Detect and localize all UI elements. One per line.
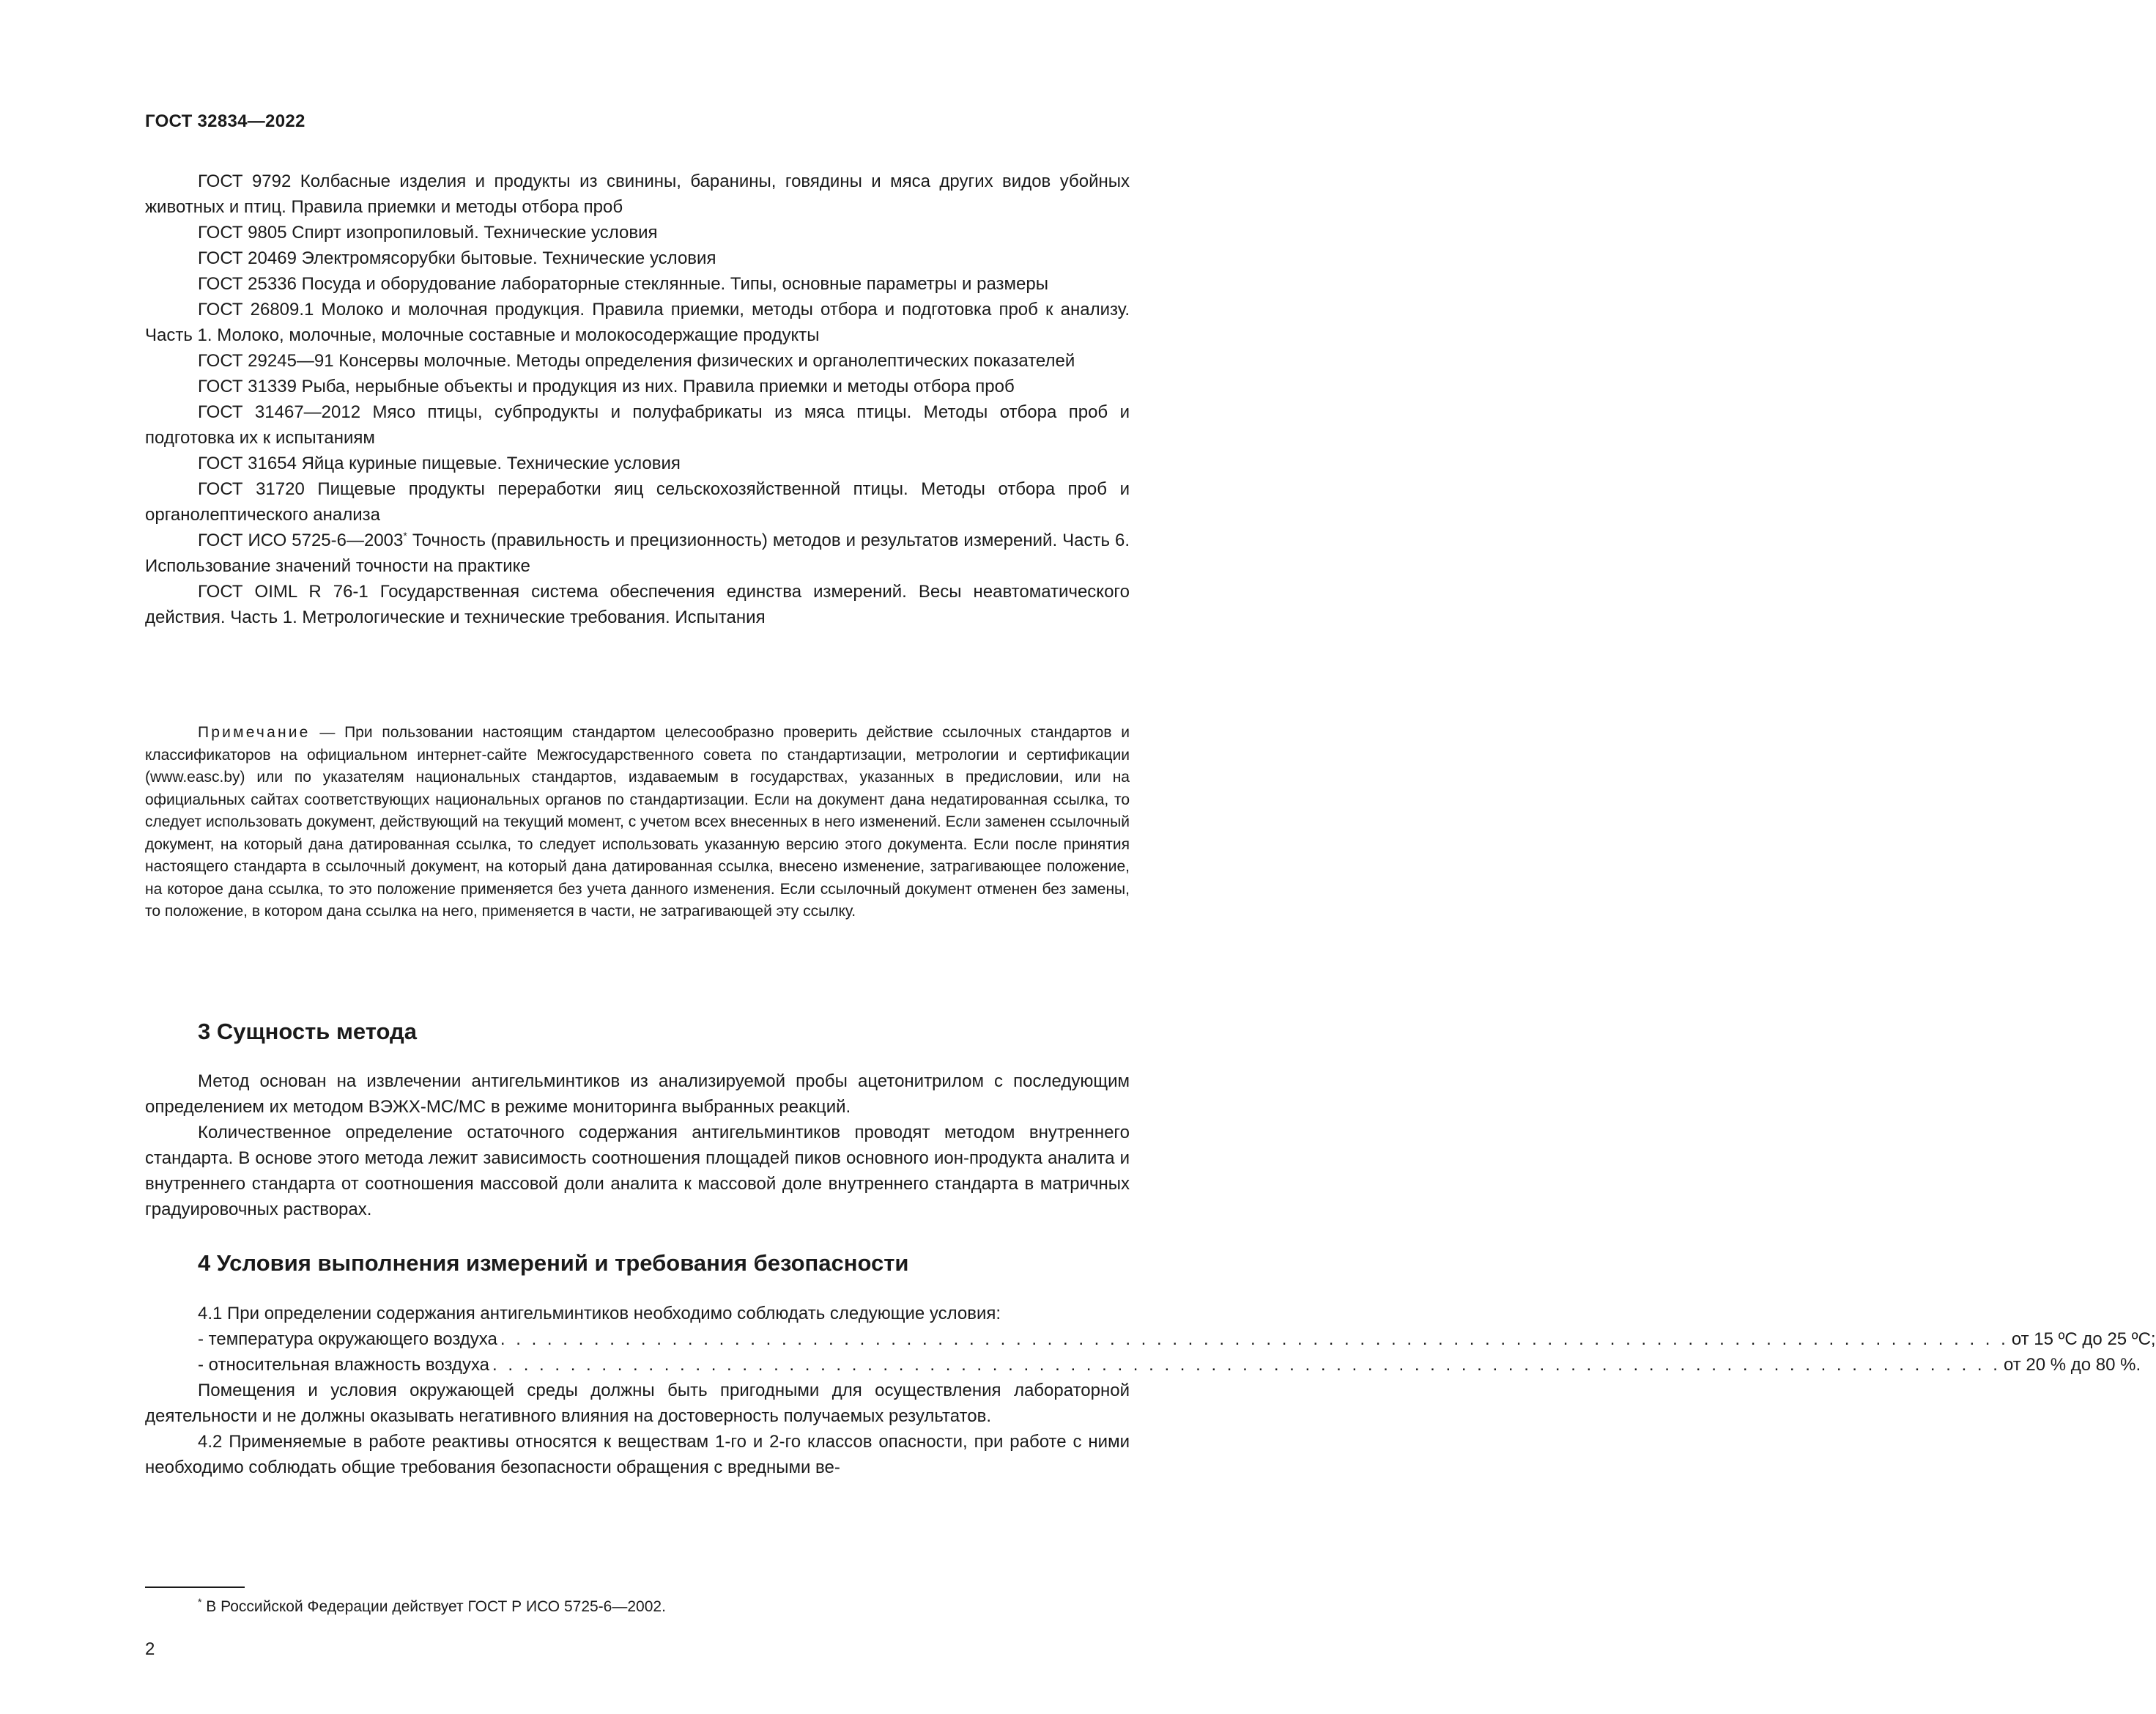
reference-item: ГОСТ 9792 Колбасные изделия и продукты из свинины, баранины, говядины и мяса других видов убойных животных и птиц. Правила приемки и методы отбора проб [145, 171, 1130, 217]
section-3-body [145, 1068, 1130, 1222]
reference-item: ГОСТ OIML R 76-1 Государственная система обеспечения единства измерений. Весы неавтоматического действия. Часть 1. Метрологические и технические требования. Испытания [145, 582, 1130, 627]
reference-item: ГОСТ 31654 Яйца куриные пищевые. Технические условия [198, 454, 681, 473]
reference-item: ГОСТ 31339 Рыба, нерыбные объекты и продукция из них. Правила приемки и методы отбора проб [198, 377, 1015, 396]
paragraph: Метод основан на извлечении антигельминтиков из анализируемой пробы ацетонитрилом с последующим определением их методом ВЭЖХ-МС/МС в режиме мониторинга выбранных реакций. [145, 1071, 1130, 1117]
footnote-divider [145, 1586, 245, 1588]
note-label: Примечание [198, 724, 311, 741]
section-3-heading: 3 Сущность метода [198, 1019, 417, 1044]
reference-iso-code: ГОСТ ИСО 5725-6—2003 [198, 531, 404, 550]
reference-item: ГОСТ 9805 Спирт изопропиловый. Технические условия [198, 223, 658, 243]
paragraph: Помещения и условия окружающей среды должны быть пригодными для осуществления лабораторной деятельности и не должны оказывать негативного влияния на достоверность получаемых результатов. [145, 1381, 1130, 1426]
reference-item: ГОСТ 31467—2012 Мясо птицы, субпродукты и полуфабрикаты из мяса птицы. Методы отбора проб и подготовка их к испытаниям [145, 402, 1130, 448]
reference-item: ГОСТ 31720 Пищевые продукты переработки яиц сельскохозяйственной птицы. Методы отбора проб и органолептического анализа [145, 479, 1130, 525]
dot-leader: . . . . . . . . . . . . . . . . . . . . . . . . . . . . . . . . . . . . . . . . . . . . . . . . . . . . . . . . . . . . . . . . . . . . . . . . . . . . . . . . . . . . . . . . . . . . . . . . . [500, 1329, 2009, 1349]
note-text: — При пользовании настоящим стандартом целесообразно проверить действие ссылочных стандартов и классификаторов на официальном интернет-сайте Межгосударственного совета по стандартизации, метрологии и сертификации (www.easc.by) или по указателям национальных стандартов, издаваемым в государствах, указанных в предисловии, или на официальных сайтах соответствующих национальных органов по стандартизации. Если на документ дана недатированная ссылка, то следует использовать документ, действующий на текущий момент, с учетом всех внесенных в него изменений. Если заменен ссылочный документ, на который дана датированная ссылка, то следует использовать указанную версию этого документа. Если после принятия настоящего стандарта в ссылочный документ, на который дана датированная ссылка, внесено изменение, затрагивающее положение, на которое дана ссылка, то это положение применяется без учета данного изменения. Если ссылочный документ отменен без замены, то положение, в котором дана ссылка на него, применяется в части, не затрагивающей эту ссылку. [145, 724, 1130, 920]
paragraph: Количественное определение остаточного содержания антигельминтиков проводят методом внутреннего стандарта. В основе этого метода лежит зависимость соотношения площадей пиков основного ион-продукта аналита и внутреннего стандарта от соотношения массовой доли аналита к массовой доле внутреннего стандарта в матричных градуировочных растворах. [145, 1123, 1130, 1219]
paragraph: 4.2 Применяемые в работе реактивы относятся к веществам 1-го и 2-го классов опасности, при работе с ними необходимо соблюдать общие требования безопасности обращения с вредными ве- [145, 1432, 1130, 1477]
reference-item-iso [145, 528, 1130, 579]
condition-label: - относительная влажность воздуха [198, 1355, 490, 1375]
condition-value: от 15 ºС до 25 ºС; [2011, 1329, 2156, 1349]
reference-item: ГОСТ 20469 Электромясорубки бытовые. Технические условия [198, 248, 716, 268]
reference-item: ГОСТ 29245—91 Консервы молочные. Методы определения физических и органолептических показателей [198, 351, 1075, 371]
condition-label: - температура окружающего воздуха [198, 1329, 497, 1349]
paragraph: 4.1 При определении содержания антигельминтиков необходимо соблюдать следующие условия: [198, 1304, 1001, 1323]
reference-item: ГОСТ 26809.1 Молоко и молочная продукция. Правила приемки, методы отбора и подготовка проб к анализу. Часть 1. Молоко, молочные, молочные составные и молокосодержащие продукты [145, 300, 1130, 345]
footnote-marker: * [198, 1596, 202, 1608]
footnote-text: В Российской Федерации действует ГОСТ Р ИСО 5725-6—2002. [201, 1598, 666, 1615]
reference-iso-title: Точность (правильность и прецизионность) методов и результатов измерений. Часть 6. Использование значений точности на практике [145, 531, 1130, 576]
footnote [198, 1596, 666, 1618]
condition-value: от 20 % до 80 %. [2003, 1355, 2141, 1375]
section-4-body [145, 1301, 2156, 1480]
page-number: 2 [145, 1639, 155, 1659]
normative-references [145, 169, 1130, 630]
reference-item: ГОСТ 25336 Посуда и оборудование лабораторные стеклянные. Типы, основные параметры и размеры [198, 274, 1048, 294]
note-block [145, 722, 1130, 923]
footnote-marker: * [403, 530, 407, 542]
dot-leader: . . . . . . . . . . . . . . . . . . . . . . . . . . . . . . . . . . . . . . . . . . . . . . . . . . . . . . . . . . . . . . . . . . . . . . . . . . . . . . . . . . . . . . . . . . . . . . . . . [492, 1355, 2001, 1375]
section-4-heading: 4 Условия выполнения измерений и требования безопасности [198, 1250, 909, 1276]
condition-row-temperature [145, 1326, 2156, 1352]
note-paragraph [145, 722, 1130, 923]
condition-row-humidity [145, 1352, 2141, 1378]
running-header: ГОСТ 32834—2022 [145, 111, 305, 131]
